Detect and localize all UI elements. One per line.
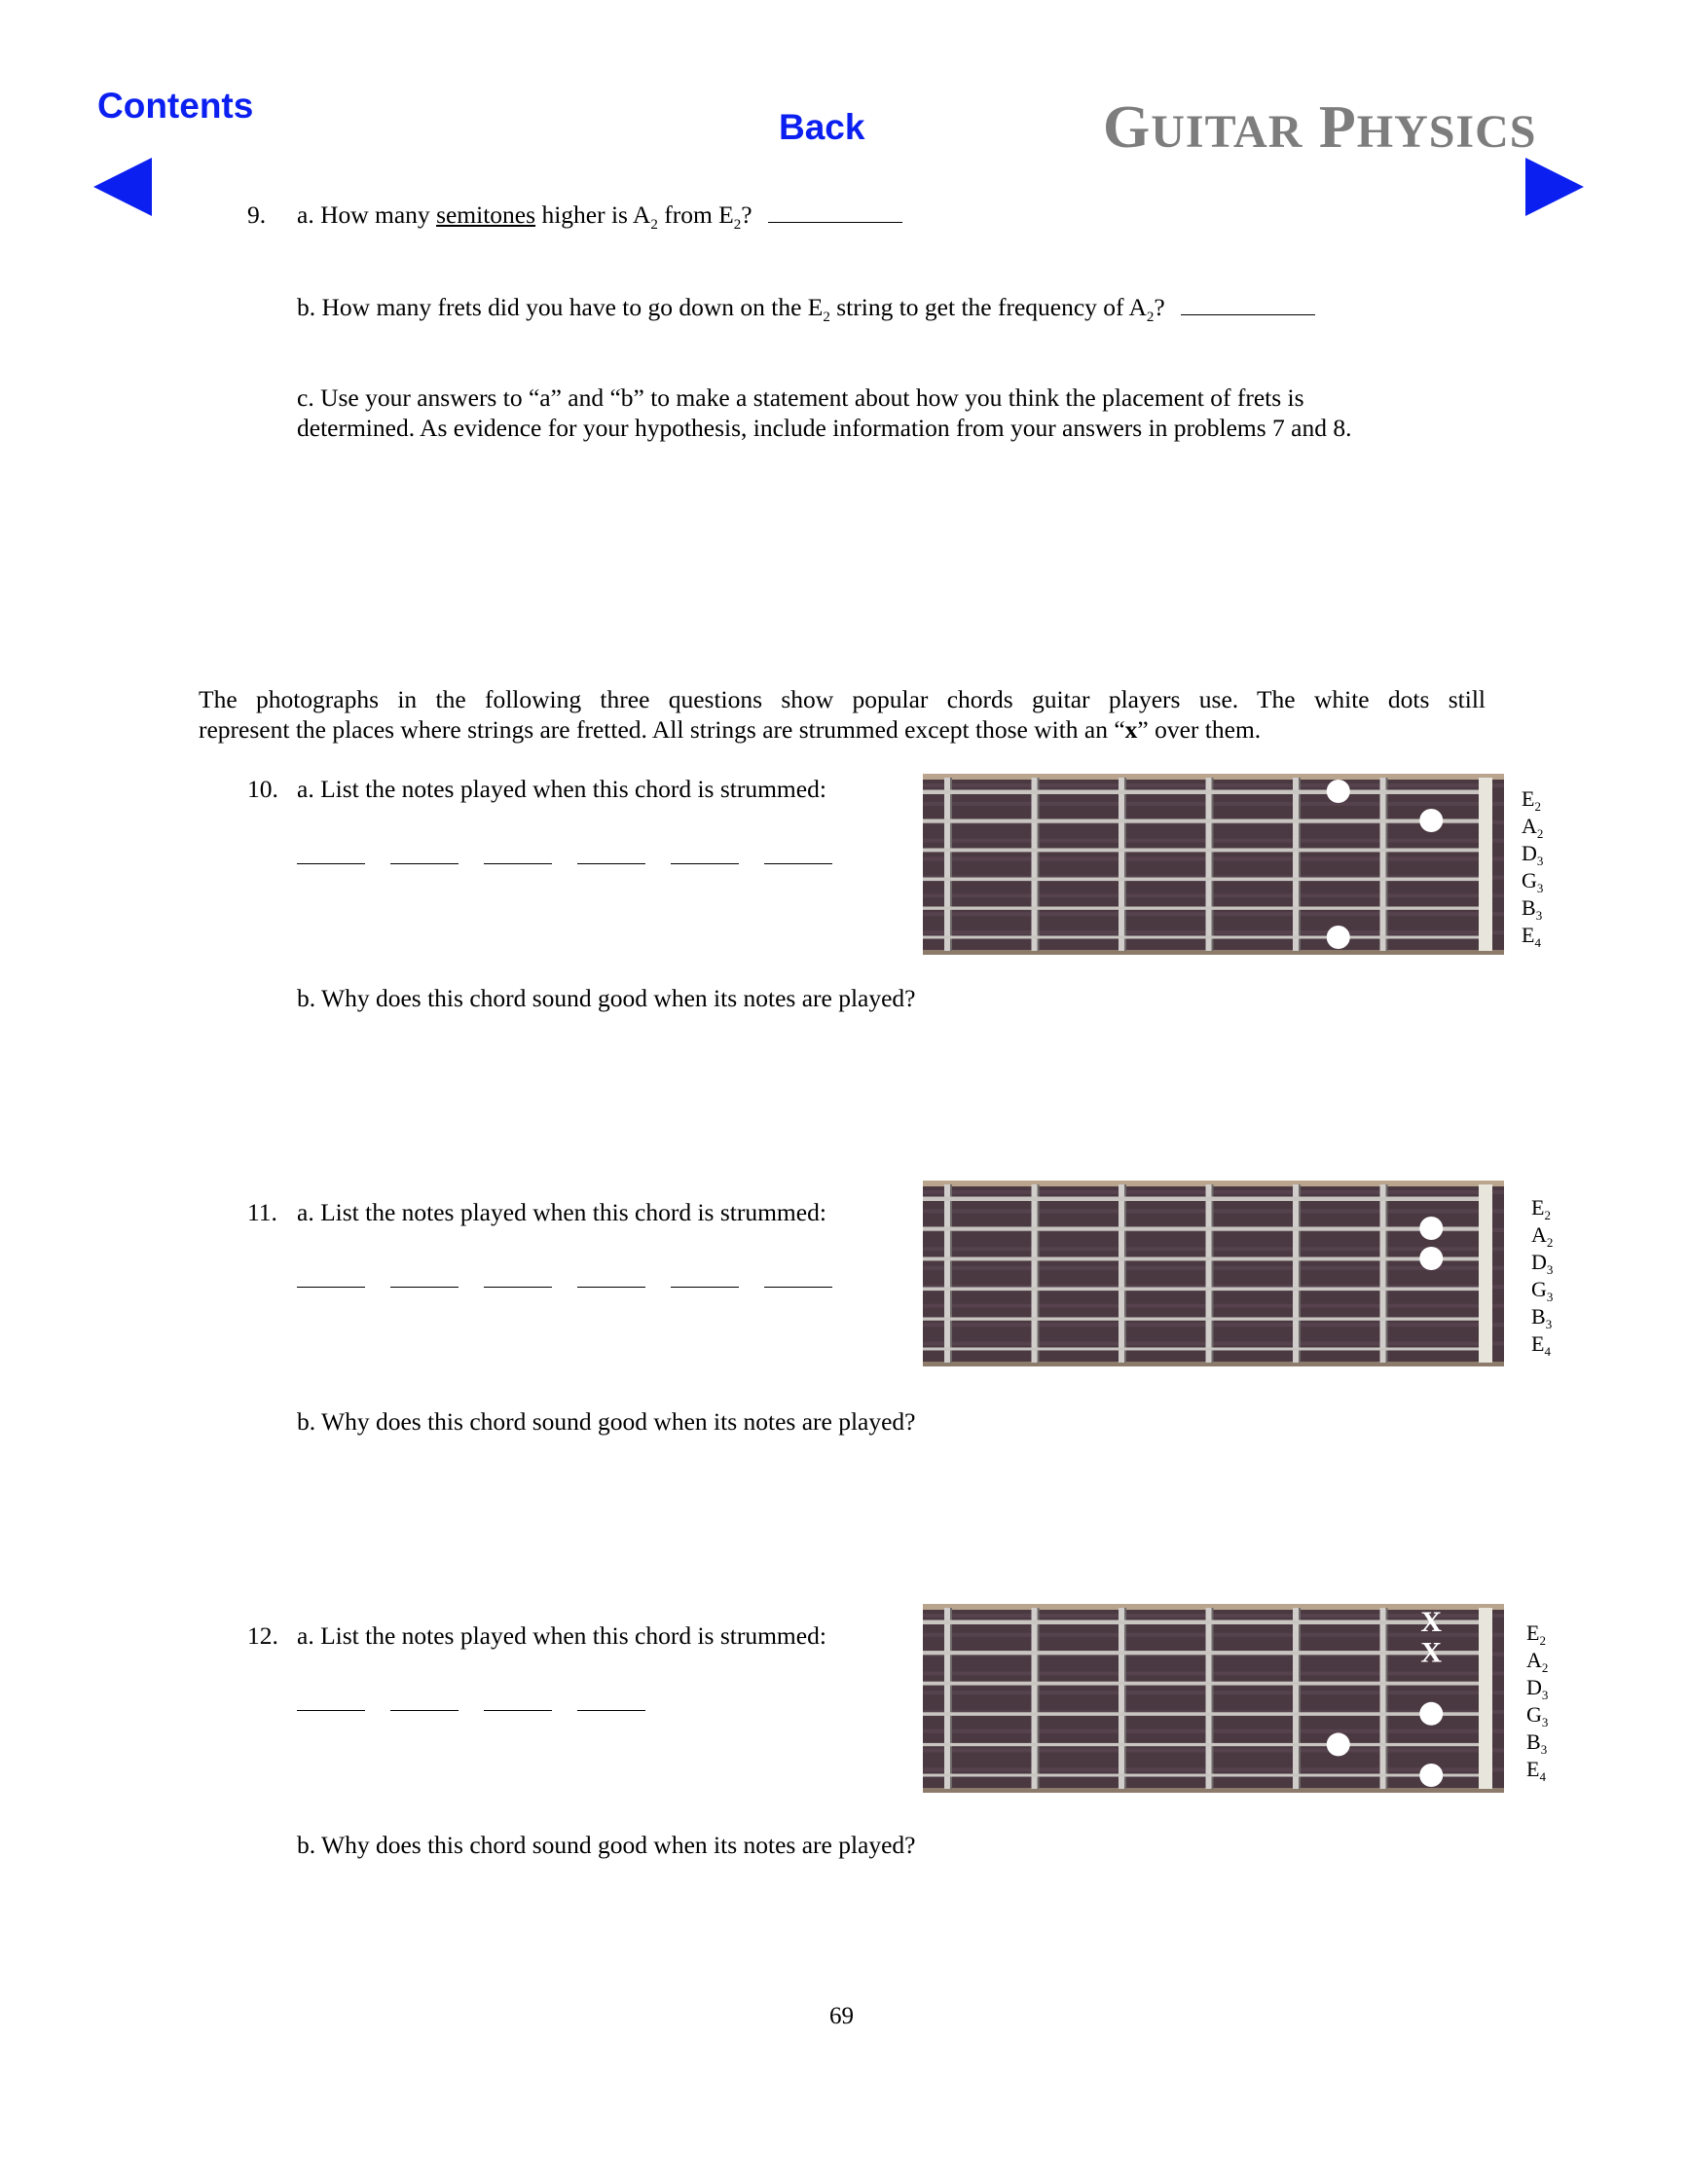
q10-note-blanks [297, 842, 858, 869]
q11-note-blank[interactable] [671, 1265, 739, 1288]
page-number: 69 [829, 2003, 854, 2029]
q10-number: 10. [247, 775, 278, 803]
fretted-dot [1419, 1702, 1443, 1726]
q10-note-blank[interactable] [390, 842, 459, 864]
q9-number: 9. [247, 200, 267, 229]
q9c-text: c. Use your answers to “a” and “b” to make a statement about how you think the placement of frets is determined. As evidence for your hypothesis, include information from your answers in problems 7 and 8. [297, 383, 1352, 442]
string-label: $E_2$ [1526, 1620, 1546, 1648]
q10-note-blank[interactable] [764, 842, 832, 864]
guitar-string [923, 1651, 1479, 1655]
guitar-string [923, 1227, 1479, 1231]
q11-note-blank[interactable] [390, 1265, 459, 1288]
string-label: $B_3$ [1526, 1729, 1548, 1757]
fret-wire [1032, 1184, 1038, 1363]
contents-link[interactable]: Contents [97, 86, 254, 126]
q11-note-blank[interactable] [484, 1265, 552, 1288]
q11-note-blank[interactable] [577, 1265, 645, 1288]
string-label: $E_4$ [1531, 1331, 1551, 1359]
string-label: $B_3$ [1522, 895, 1543, 923]
q12-note-blank[interactable] [577, 1689, 645, 1711]
fret-wire [1119, 778, 1124, 951]
string-label: $E_2$ [1531, 1195, 1551, 1222]
string-label: $G_3$ [1522, 868, 1544, 895]
guitar-string [923, 849, 1479, 853]
fretted-dot [1419, 1217, 1443, 1240]
q10-string-labels [1522, 785, 1543, 949]
q10-note-blank[interactable] [484, 842, 552, 864]
fret-wire [1293, 778, 1299, 951]
guitar-nut [1479, 1184, 1492, 1363]
fretted-dot [1327, 780, 1350, 803]
q12-note-blank[interactable] [484, 1689, 552, 1711]
fretted-dot [1419, 1247, 1443, 1270]
string-label: $G_3$ [1526, 1702, 1549, 1729]
string-label: $E_4$ [1526, 1757, 1546, 1784]
q12-number: 12. [247, 1621, 278, 1650]
q11-note-blanks [297, 1265, 858, 1292]
string-label: $D_3$ [1531, 1250, 1554, 1277]
guitar-string [923, 1682, 1479, 1686]
guitar-string [923, 1288, 1479, 1292]
string-label: $A_2$ [1531, 1222, 1554, 1250]
guitar-string [923, 1257, 1479, 1261]
guitar-string [923, 790, 1479, 795]
fret-wire [1206, 778, 1212, 951]
q11-note-blank[interactable] [297, 1265, 365, 1288]
brand-title: GUITAR PHYSICS [1103, 94, 1537, 161]
guitar-string [923, 1712, 1479, 1716]
fretted-dot [1327, 926, 1350, 949]
fret-wire [1032, 778, 1038, 951]
string-label: $A_2$ [1526, 1648, 1549, 1675]
q10a-text: a. List the notes played when this chord is strummed: [297, 775, 826, 803]
fret-wire [944, 1608, 950, 1789]
fret-wire [1380, 1184, 1386, 1363]
q11a-text: a. List the notes played when this chord is strummed: [297, 1198, 826, 1226]
fretted-dot [1419, 809, 1443, 832]
q10-note-blank[interactable] [577, 842, 645, 864]
fret-wire [1119, 1184, 1124, 1363]
left-triangle-arrow-icon[interactable] [92, 156, 154, 218]
fret-wire [1293, 1184, 1299, 1363]
fret-wire [1119, 1608, 1124, 1789]
guitar-nut [1479, 1608, 1492, 1789]
muted-string-mark: X [1420, 1606, 1443, 1638]
guitar-string [923, 878, 1479, 882]
back-link[interactable]: Back [779, 107, 865, 147]
q11b-text: b. Why does this chord sound good when its notes are played? [297, 1407, 916, 1436]
q10-note-blank[interactable] [671, 842, 739, 864]
fretted-dot [1419, 1764, 1443, 1787]
string-label: $A_2$ [1522, 814, 1544, 841]
q12-note-blank[interactable] [390, 1689, 459, 1711]
q10-note-blank[interactable] [297, 842, 365, 864]
q11-note-blank[interactable] [764, 1265, 832, 1288]
fret-wire [1293, 1608, 1299, 1789]
right-triangle-arrow-icon[interactable] [1523, 156, 1586, 218]
guitar-string [923, 1774, 1479, 1777]
fret-wire [944, 778, 950, 951]
q9b-answer-blank[interactable] [1181, 293, 1315, 315]
fret-wire [1206, 1608, 1212, 1789]
chord-intro-paragraph: The photographs in the following three questions show popular chords guitar players use. The white dots still represent the places where strings are fretted. All strings are strummed except those with an “x” over them. [199, 685, 1486, 744]
q9b-text: b. How many frets did you have to go down on the $E_2$ string to get the frequency of $A_2$? [297, 292, 1315, 322]
q11-number: 11. [247, 1198, 277, 1226]
q10b-text: b. Why does this chord sound good when its notes are played? [297, 984, 916, 1012]
fret-wire [1206, 1184, 1212, 1363]
fret-wire [1032, 1608, 1038, 1789]
guitar-string [923, 1743, 1479, 1746]
q12-string-labels [1526, 1620, 1548, 1783]
string-label: $D_3$ [1522, 841, 1544, 868]
string-label: $B_3$ [1531, 1304, 1553, 1331]
q12-note-blank[interactable] [297, 1689, 365, 1711]
q11-string-labels [1531, 1194, 1553, 1358]
guitar-string [923, 1318, 1479, 1321]
muted-string-mark: X [1420, 1636, 1443, 1669]
q11-fretboard-photo [923, 1181, 1504, 1366]
string-label: $E_4$ [1522, 923, 1541, 950]
fret-wire [944, 1184, 950, 1363]
fret-wire [1380, 1608, 1386, 1789]
q10-fretboard-photo [923, 774, 1504, 955]
string-label: $D_3$ [1526, 1675, 1549, 1702]
fret-wire [1380, 778, 1386, 951]
guitar-nut [1479, 778, 1492, 951]
q9a-text: a. How many semitones higher is $A_2$ from $E_2$? [297, 200, 902, 230]
string-label: $G_3$ [1531, 1277, 1554, 1304]
guitar-string [923, 819, 1479, 823]
guitar-string [923, 907, 1479, 910]
fretted-dot [1327, 1732, 1350, 1756]
q12-fretboard-photo [923, 1604, 1504, 1793]
q12b-text: b. Why does this chord sound good when its notes are played? [297, 1831, 916, 1859]
q9a-answer-blank[interactable] [768, 200, 902, 223]
q12-note-blanks [297, 1689, 671, 1716]
guitar-string [923, 936, 1479, 939]
guitar-string [923, 1197, 1479, 1202]
q12a-text: a. List the notes played when this chord is strummed: [297, 1621, 826, 1650]
string-label: $E_2$ [1522, 786, 1541, 814]
guitar-string [923, 1348, 1479, 1351]
guitar-string [923, 1620, 1479, 1625]
